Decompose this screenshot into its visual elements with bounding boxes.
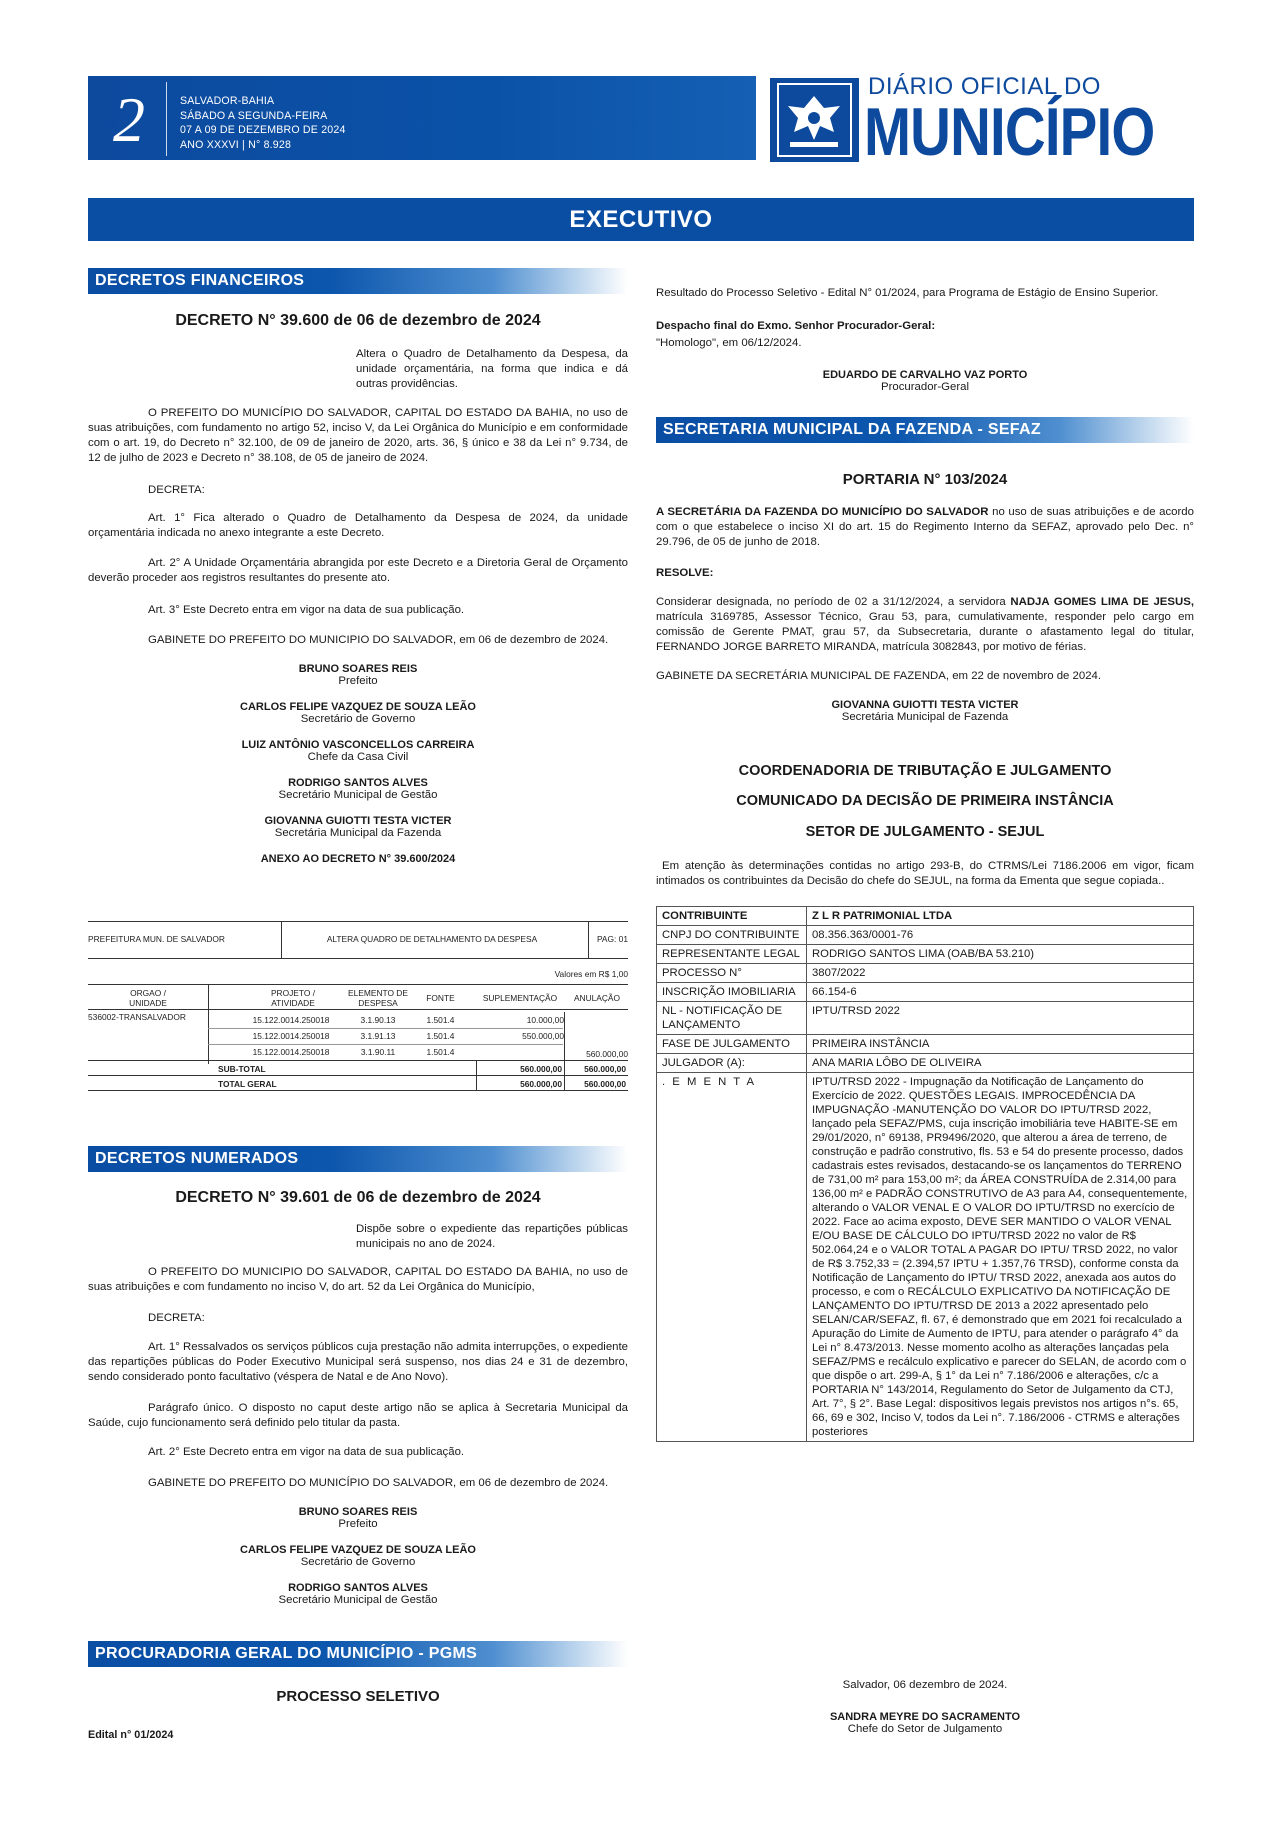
decree-1-preamble: O PREFEITO DO MUNICÍPIO DO SALVADOR, CAPITAL DO ESTADO DA BAHIA, no uso de suas atribuições, com fundamento no artigo 52, inciso V, da Lei Orgânica do Município e em conformidade com o art. 19, do Decreto n° 32.100, de 09 de janeiro de 2020, arts. 36, § único e 38 da Lei n° 9.734, de 12 de julho de 2023 e Decreto n° 38.108, de 05 de janeiro de 2024.	[88, 407, 628, 464]
anexo-pag: PAG: 01	[596, 934, 628, 944]
anexo-line	[88, 1090, 628, 1091]
header-info	[180, 94, 346, 152]
brand-main-text: MUNICÍPIO	[864, 94, 1155, 170]
signature-name: CARLOS FELIPE VAZQUEZ DE SOUZA LEÃO	[240, 701, 476, 713]
section-banner: EXECUTIVO	[88, 198, 1194, 241]
ementa-text: IPTU/TRSD 2022 - Impugnação da Notificação de Lançamento do Exercício de 2022. QUESTÕES LEGAIS. IMPROCEDÊNCIA DA IMPUGNAÇÃO -MANUTENÇÃO DO VALOR DO IPTU/TRSD 2022, lançado pela SEFAZ/PMS, cuja inscrição imobiliária teve HABITE-SE em 29/01/2020, n° 69138, PR9496/2020, que alterou a área de terreno, de construção e padrão construtivo, fls. 53 e 54 do presente processo, dados cadastrais estes revisados, destacando-se os lançamentos do TERRENO de 731,00 m² para 153,00 m²; da ÁREA CONSTRUÍDA de 2.314,00 para 136,00 m² e PADRÃO CONSTRUTIVO de A3 para A4, consequentemente, alterando o VALOR VENAL E O VALOR DO IPTU/TRSD no exercício de 2022. Face ao acima exposto, DEVE SER MANTIDO O VALOR VENAL E/OU BASE DE CÁLCULO DO IPTU/TRSD 2022 no valor de R$ 502.064,24 e o VALOR TOTAL A PAGAR DO IPTU/ TRSD 2022, no valor de R$ 3.752,33 = (2.394,57 IPTU + 1.357,76 TRSD), conforme consta da Notificação de Lançamento do IPTU/ TRSD 2022, anexada aos autos do processo, e com o RECÁLCULO EXPLICATIVO DA NOTIFICAÇÃO DE LANÇAMENTO DO IPTU/TRSD DE 2013 a 2022 apresentado pelo SELAN/CAR/SEFAZ, fl. 67, é demonstrado que em 2021 foi recalculado a Apuração do Limite de Aumento de IPTU, para atender o parágrafo 4° da Lei n° 8.473/2013. Nesse momento acolho as alterações lançadas pela SEFAZ/PMS e recálculo explicativo e parecer do SELAN, de acordo com o que dispõe o art. 299-A, § 1° da Lei n° 7.186/2006 e alterações, c/c a PORTARIA N° 143/2014, Regulamento do Setor de Julgamento da CTJ, Art. 7°, § 2°. Base Legal: dispositivos legais previstos nos artigos n°s. 65, 66, 69 e 302, Inciso V, todos da Lei n°. 7.186/2006 - CTRMS e alterações posteriores	[807, 1073, 1194, 1442]
edital-label: Edital n° 01/2024	[88, 1729, 174, 1741]
anexo-title: ANEXO AO DECRETO N° 39.600/2024	[260, 853, 456, 865]
coordenadoria-title: COORDENADORIA DE TRIBUTAÇÃO E JULGAMENTO	[738, 763, 1112, 779]
sejul-title: SETOR DE JULGAMENTO - SEJUL	[805, 824, 1045, 840]
anexo-cell: 15.122.0014.250018	[252, 1031, 330, 1041]
anexo-cell: 1.501.4	[426, 1015, 455, 1025]
anexo-col-projeto: PROJETO / ATIVIDADE	[270, 988, 316, 1008]
decree-2-ementa: Dispõe sobre o expediente das repartições públicas municipais no ano de 2024.	[356, 1223, 628, 1250]
anexo-line	[88, 1060, 628, 1061]
anexo-line	[208, 984, 209, 1012]
anexo-subtotal-sup: 560.000,00	[520, 1064, 562, 1074]
decree-2-art2: Art. 2° Este Decreto entra em vigor na data de sua publicação.	[148, 1446, 465, 1458]
anexo-line	[88, 1009, 628, 1010]
processo-seletivo-title: PROCESSO SELETIVO	[276, 1688, 440, 1705]
decree-1-art3: Art. 3° Este Decreto entra em vigor na data de sua publicação.	[148, 604, 465, 616]
portaria-text: no uso de suas atribuições e de acordo com o que estabelece o inciso XI do art. 15 do Regimento Interno da SEFAZ, aprovado pelo Dec. n° 29.796, de 05 de junho de 2018.	[656, 506, 1194, 548]
signature-role: Chefe do Setor de Julgamento	[847, 1723, 1003, 1735]
sefaz-gabinete: GABINETE DA SECRETÁRIA MUNICIPAL DE FAZENDA, em 22 de novembro de 2024.	[656, 670, 1102, 682]
city-coat-of-arms-icon	[770, 78, 859, 162]
table-row	[657, 964, 1194, 983]
resultado-text: Resultado do Processo Seletivo - Edital N° 01/2024, para Programa de Estágio de Ensino Superior.	[656, 287, 1159, 299]
signature-role: Procurador-Geral	[881, 381, 969, 393]
table-value: 08.356.363/0001-76	[807, 926, 1194, 945]
section-header-decretos-numerados: DECRETOS NUMERADOS	[88, 1146, 628, 1172]
page-number: 2	[113, 84, 145, 155]
anexo-line	[208, 1044, 563, 1045]
anexo-divider	[588, 921, 589, 959]
comunicado-title: COMUNICADO DA DECISÃO DE PRIMEIRA INSTÂNCIA	[736, 793, 1114, 809]
procurador-signature	[656, 369, 1194, 407]
signature-role: Secretário de Governo	[300, 713, 416, 725]
city-date: Salvador, 06 dezembro de 2024.	[842, 1679, 1008, 1691]
anexo-org: PREFEITURA MUN. DE SALVADOR	[88, 934, 225, 944]
decree-1-title: DECRETO N° 39.600 de 06 de dezembro de 2024	[175, 312, 541, 329]
header-city: SALVADOR-BAHIA	[180, 95, 275, 107]
table-value: ANA MARIA LÔBO DE OLIVEIRA	[807, 1054, 1194, 1073]
anexo-subtotal-anul: 560.000,00	[584, 1064, 626, 1074]
decree-2-signatures	[88, 1506, 628, 1620]
signature-name: GIOVANNA GUIOTTI TESTA VICTER	[264, 815, 452, 827]
signature-name: BRUNO SOARES REIS	[298, 1506, 418, 1518]
designacao-name: NADJA GOMES LIMA DE JESUS,	[1010, 596, 1194, 608]
portaria-body	[656, 505, 1194, 550]
anexo-col-suplementacao: SUPLEMENTAÇÃO	[482, 993, 558, 1003]
anexo-total-sup: 560.000,00	[520, 1079, 562, 1089]
decree-2-preamble: O PREFEITO DO MUNICIPIO DO SALVADOR, CAPITAL DO ESTADO DA BAHIA, no uso de suas atribuições e com fundamento no inciso V, do art. 52 da Lei Orgânica do Município,	[88, 1266, 628, 1293]
anexo-col-orgao: ORGAO / UNIDADE	[129, 988, 167, 1008]
decree-2-paragrafo: Parágrafo único. O disposto no caput deste artigo não se aplica à Secretaria Municipal da Saúde, cujo funcionamento será definido pelo titular da pasta.	[88, 1402, 628, 1429]
signature-name: BRUNO SOARES REIS	[298, 663, 418, 675]
signature-name: RODRIGO SANTOS ALVES	[288, 777, 428, 789]
signature-role: Chefe da Casa Civil	[307, 751, 409, 763]
table-row	[657, 1002, 1194, 1035]
signature-role: Prefeito	[338, 675, 378, 687]
anexo-cell: 3.1.90.13	[360, 1015, 396, 1025]
decree-1-gabinete: GABINETE DO PREFEITO DO MUNICIPIO DO SALVADOR, em 06 de dezembro de 2024.	[148, 634, 609, 646]
signature-name: EDUARDO DE CARVALHO VAZ PORTO	[822, 369, 1028, 381]
table-key: CNPJ DO CONTRIBUINTE	[657, 926, 807, 945]
table-row	[657, 983, 1194, 1002]
table-row	[657, 1073, 1194, 1442]
header-divider	[166, 82, 167, 156]
decree-2-title: DECRETO N° 39.601 de 06 de dezembro de 2024	[175, 1189, 541, 1206]
table-key: INSCRIÇÃO IMOBILIARIA	[657, 983, 807, 1002]
despacho-text: "Homologo", em 06/12/2024.	[656, 337, 802, 349]
decree-1-decreta: DECRETA:	[148, 484, 205, 496]
anexo-desc: ALTERA QUADRO DE DETALHAMENTO DA DESPESA	[326, 934, 538, 944]
table-row	[657, 1035, 1194, 1054]
table-value: IPTU/TRSD 2022	[807, 1002, 1194, 1035]
anexo-cell: 15.122.0014.250018	[252, 1047, 330, 1057]
anexo-cell: 560.000,00	[586, 1049, 628, 1059]
signature-role: Secretário de Governo	[300, 1556, 416, 1568]
anexo-line	[88, 1075, 628, 1076]
table-key: CONTRIBUINTE	[657, 907, 807, 926]
signature-name: SANDRA MEYRE DO SACRAMENTO	[829, 1711, 1021, 1723]
anexo-cell: 3.1.91.13	[360, 1031, 396, 1041]
table-value: 3807/2022	[807, 964, 1194, 983]
designacao-text	[656, 595, 1194, 655]
signature-role: Secretário Municipal de Gestão	[278, 1594, 438, 1606]
despacho-label: Despacho final do Exmo. Senhor Procurador-Geral:	[656, 320, 936, 332]
anexo-total-anul: 560.000,00	[584, 1079, 626, 1089]
decree-1-ementa: Altera o Quadro de Detalhamento da Despesa, da unidade orçamentária, na forma que indica e dá outras providências.	[356, 348, 628, 390]
anexo-total-label: TOTAL GERAL	[218, 1079, 277, 1089]
contribuinte-table	[656, 906, 1194, 1442]
table-row	[657, 926, 1194, 945]
header-dates: 07 A 09 DE DEZEMBRO DE 2024	[180, 124, 346, 136]
sefaz-signature	[656, 699, 1194, 737]
anexo-col-anulacao: ANULAÇÃO	[573, 993, 621, 1003]
portaria-lead: A SECRETÁRIA DA FAZENDA DO MUNICÍPIO DO SALVADOR	[656, 506, 989, 518]
table-key: JULGADOR (A):	[657, 1054, 807, 1073]
decree-1-signatures	[88, 663, 628, 865]
signature-role: Secretário Municipal de Gestão	[278, 789, 438, 801]
anexo-subtotal-label: SUB-TOTAL	[218, 1064, 266, 1074]
table-value: PRIMEIRA INSTÂNCIA	[807, 1035, 1194, 1054]
anexo-cell: 3.1.90.11	[360, 1047, 396, 1057]
signature-role: Prefeito	[338, 1518, 378, 1530]
table-key: PROCESSO N°	[657, 964, 807, 983]
anexo-table	[88, 921, 628, 1111]
anexo-unit: 536002-TRANSALVADOR	[88, 1012, 186, 1022]
signature-name: GIOVANNA GUIOTTI TESTA VICTER	[831, 699, 1019, 711]
section-header-decretos-financeiros: DECRETOS FINANCEIROS	[88, 268, 628, 294]
decree-1-art2: Art. 2° A Unidade Orçamentária abrangida por este Decreto e a Diretoria Geral de Orçamento deverão proceder aos registros resultantes do presente ato.	[88, 557, 628, 584]
table-row	[657, 1054, 1194, 1073]
signature-role: Secretária Municipal da Fazenda	[274, 827, 442, 839]
portaria-title: PORTARIA N° 103/2024	[842, 471, 1008, 488]
table-value: RODRIGO SANTOS LIMA (OAB/BA 53.210)	[807, 945, 1194, 964]
atencao-text: Em atenção às determinações contidas no artigo 293-B, do CTRMS/Lei 7186.2006 em vigor, ficam intimados os contribuintes da Decisão do chefe do SEJUL, na forma da Ementa que segue copiada..	[656, 860, 1194, 887]
anexo-line	[208, 1028, 563, 1029]
table-key: REPRESENTANTE LEGAL	[657, 945, 807, 964]
table-key: NL - NOTIFICAÇÃO DE LANÇAMENTO	[657, 1002, 807, 1035]
anexo-col-elemento: ELEMENTO DE DESPESA	[348, 988, 408, 1008]
table-value: 66.154-6	[807, 983, 1194, 1002]
anexo-cell: 1.501.4	[426, 1047, 455, 1057]
designacao-b: matrícula 3169785, Assessor Técnico, Grau 53, para, cumulativamente, responder pelo cargo em comissão de Gerente PMAT, grau 57, da Subsecretaria, durante o afastamento legal do titular, FERNANDO JORGE BARRETO MIRANDA, matrícula 3082843, por motivo de férias.	[656, 611, 1194, 653]
anexo-cell: 15.122.0014.250018	[252, 1015, 330, 1025]
table-row	[657, 945, 1194, 964]
anexo-line	[208, 1012, 209, 1064]
signature-name: LUIZ ANTÔNIO VASCONCELLOS CARREIRA	[241, 739, 475, 751]
resolve-label: RESOLVE:	[656, 567, 714, 579]
signature-name: CARLOS FELIPE VAZQUEZ DE SOUZA LEÃO	[240, 1544, 476, 1556]
table-value: Z L R PATRIMONIAL LTDA	[807, 907, 1194, 926]
header-days: SÁBADO A SEGUNDA-FEIRA	[180, 109, 328, 122]
section-header-sefaz: SECRETARIA MUNICIPAL DA FAZENDA - SEFAZ	[656, 417, 1194, 443]
decree-2-art1: Art. 1° Ressalvados os serviços públicos cuja prestação não admita interrupções, o expediente das repartições públicas do Poder Executivo Municipal será suspenso, nos dias 24 e 31 de dezembro, sendo considerado ponto facultativo (véspera de Natal e de Ano Novo).	[88, 1341, 628, 1383]
sejul-signature	[656, 1711, 1194, 1749]
anexo-line	[564, 1012, 565, 1091]
designacao-a: Considerar designada, no período de 02 a 31/12/2024, a servidora	[656, 596, 1011, 608]
signature-name: RODRIGO SANTOS ALVES	[288, 1582, 428, 1594]
brand-top-text: DIÁRIO OFICIAL DO	[868, 73, 1101, 100]
header-edition: ANO XXXVI | N° 8.928	[180, 138, 292, 151]
table-key: FASE DE JULGAMENTO	[657, 1035, 807, 1054]
ementa-label: . E M E N T A	[657, 1073, 807, 1442]
decree-2-gabinete: GABINETE DO PREFEITO DO MUNICÍPIO DO SALVADOR, em 06 de dezembro de 2024.	[148, 1477, 609, 1489]
anexo-col-fonte: FONTE	[426, 993, 455, 1003]
anexo-cell: 1.501.4	[426, 1031, 455, 1041]
anexo-valores: Valores em R$ 1,00	[554, 969, 628, 979]
anexo-line	[88, 984, 628, 985]
decree-1-art1: Art. 1° Fica alterado o Quadro de Detalhamento da Despesa de 2024, da unidade orçamentária indicada no anexo integrante a este Decreto.	[88, 512, 628, 539]
signature-role: Secretária Municipal de Fazenda	[841, 711, 1009, 723]
decree-2-decreta: DECRETA:	[148, 1312, 205, 1324]
section-header-procuradoria: PROCURADORIA GERAL DO MUNICÍPIO - PGMS	[88, 1641, 628, 1667]
anexo-cell: 550.000,00	[522, 1031, 564, 1041]
table-row	[657, 907, 1194, 926]
anexo-cell: 10.000,00	[526, 1015, 564, 1025]
